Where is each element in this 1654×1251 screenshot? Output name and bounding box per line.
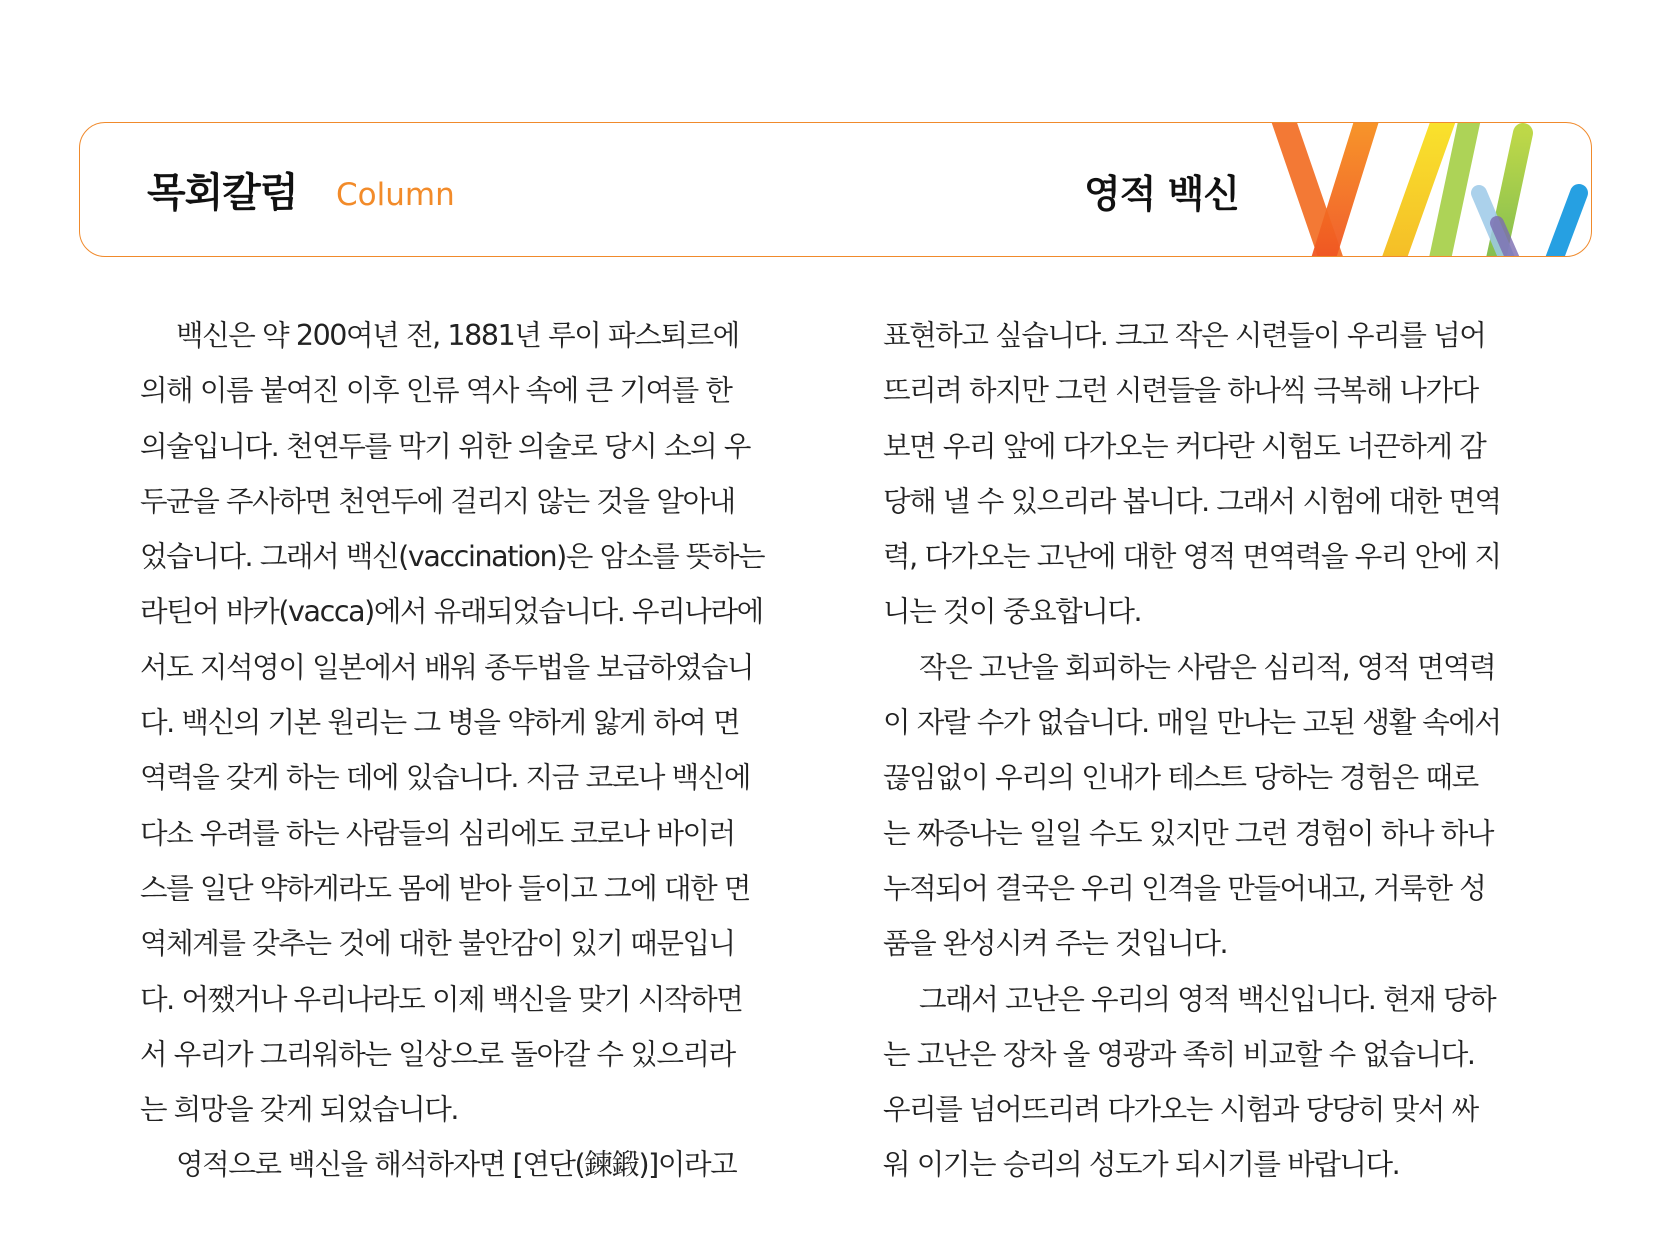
stripe-blue <box>1549 193 1579 257</box>
body-column-right <box>883 308 1535 1193</box>
paragraph: 그래서 고난은 우리의 영적 백신입니다. 현재 당하 는 고난은 장차 올 영광과 족히 비교할 수 없습니다. 우리를 넘어뜨리려 다가오는 시험과 당당히 맞서 싸 워 이기는 승리의 성도가 되시기를 바랍니다. <box>883 982 1496 1182</box>
paragraph: 영적으로 백신을 해석하자면 [연단(鍊鍛)]이라고 <box>176 1148 737 1182</box>
stripe-orange-right <box>1319 123 1369 257</box>
decorative-stripes-graphic <box>1261 123 1591 257</box>
body-column-left <box>140 308 792 1193</box>
column-header-banner <box>79 122 1592 257</box>
series-title: 목회칼럼 <box>147 170 298 216</box>
series-subtitle: Column <box>336 177 455 213</box>
paragraph: 표현하고 싶습니다. 크고 작은 시련들이 우리를 넘어 뜨리려 하지만 그런 시련들을 하나씩 극복해 나가다 보면 우리 앞에 다가오는 커다란 시험도 너끈하게 감 당해 낼 수 있으리라 봅니다. 그래서 시험에 대한 면역 력, 다가오는 고난에 대한 영적 면역력을 우리 안에 지 니는 것이 중요합니다. <box>883 319 1501 629</box>
paragraph: 작은 고난을 회피하는 사람은 심리적, 영적 면역력 이 자랄 수가 없습니다. 매일 만나는 고된 생활 속에서 끊임없이 우리의 인내가 테스트 당하는 경험은 때로 는 짜증나는 일일 수도 있지만 그런 경험이 하나 하나 누적되어 결국은 우리 인격을 만들어내고, 거룩한 성 품을 완성시켜 주는 것입니다. <box>883 650 1501 961</box>
article-title: 영적 백신 <box>1083 172 1239 216</box>
paragraph: 백신은 약 200여년 전, 1881년 루이 파스퇴르에 의해 이름 붙여진 이후 인류 역사 속에 큰 기여를 한 의술입니다. 천연두를 막기 위한 의술로 당시 소의 우 두균을 주사하면 천연두에 걸리지 않는 것을 알아내 었습니다. 그래서 백신(vaccination)은 암소를 뜻하는 라틴어 바카(vacca)에서 유래되었습니다. 우리나라에 서도 지석영이 일본에서 배워 종두법을 보급하였습니 다. 백신의 기본 원리는 그 병을 약하게 앓게 하여 면 역력을 갖게 하는 데에 있습니다. 지금 코로나 백신에 다소 우려를 하는 사람들의 심리에도 코로나 바이러 스를 일단 약하게라도 몸에 받아 들이고 그에 대한 면 역체계를 갖추는 것에 대한 불안감이 있기 때문입니 다. 어쨌거나 우리나라도 이제 백신을 맞기 시작하면 서 우리가 그리워하는 일상으로 돌아갈 수 있으리라 는 희망을 갖게 되었습니다. <box>140 319 765 1127</box>
